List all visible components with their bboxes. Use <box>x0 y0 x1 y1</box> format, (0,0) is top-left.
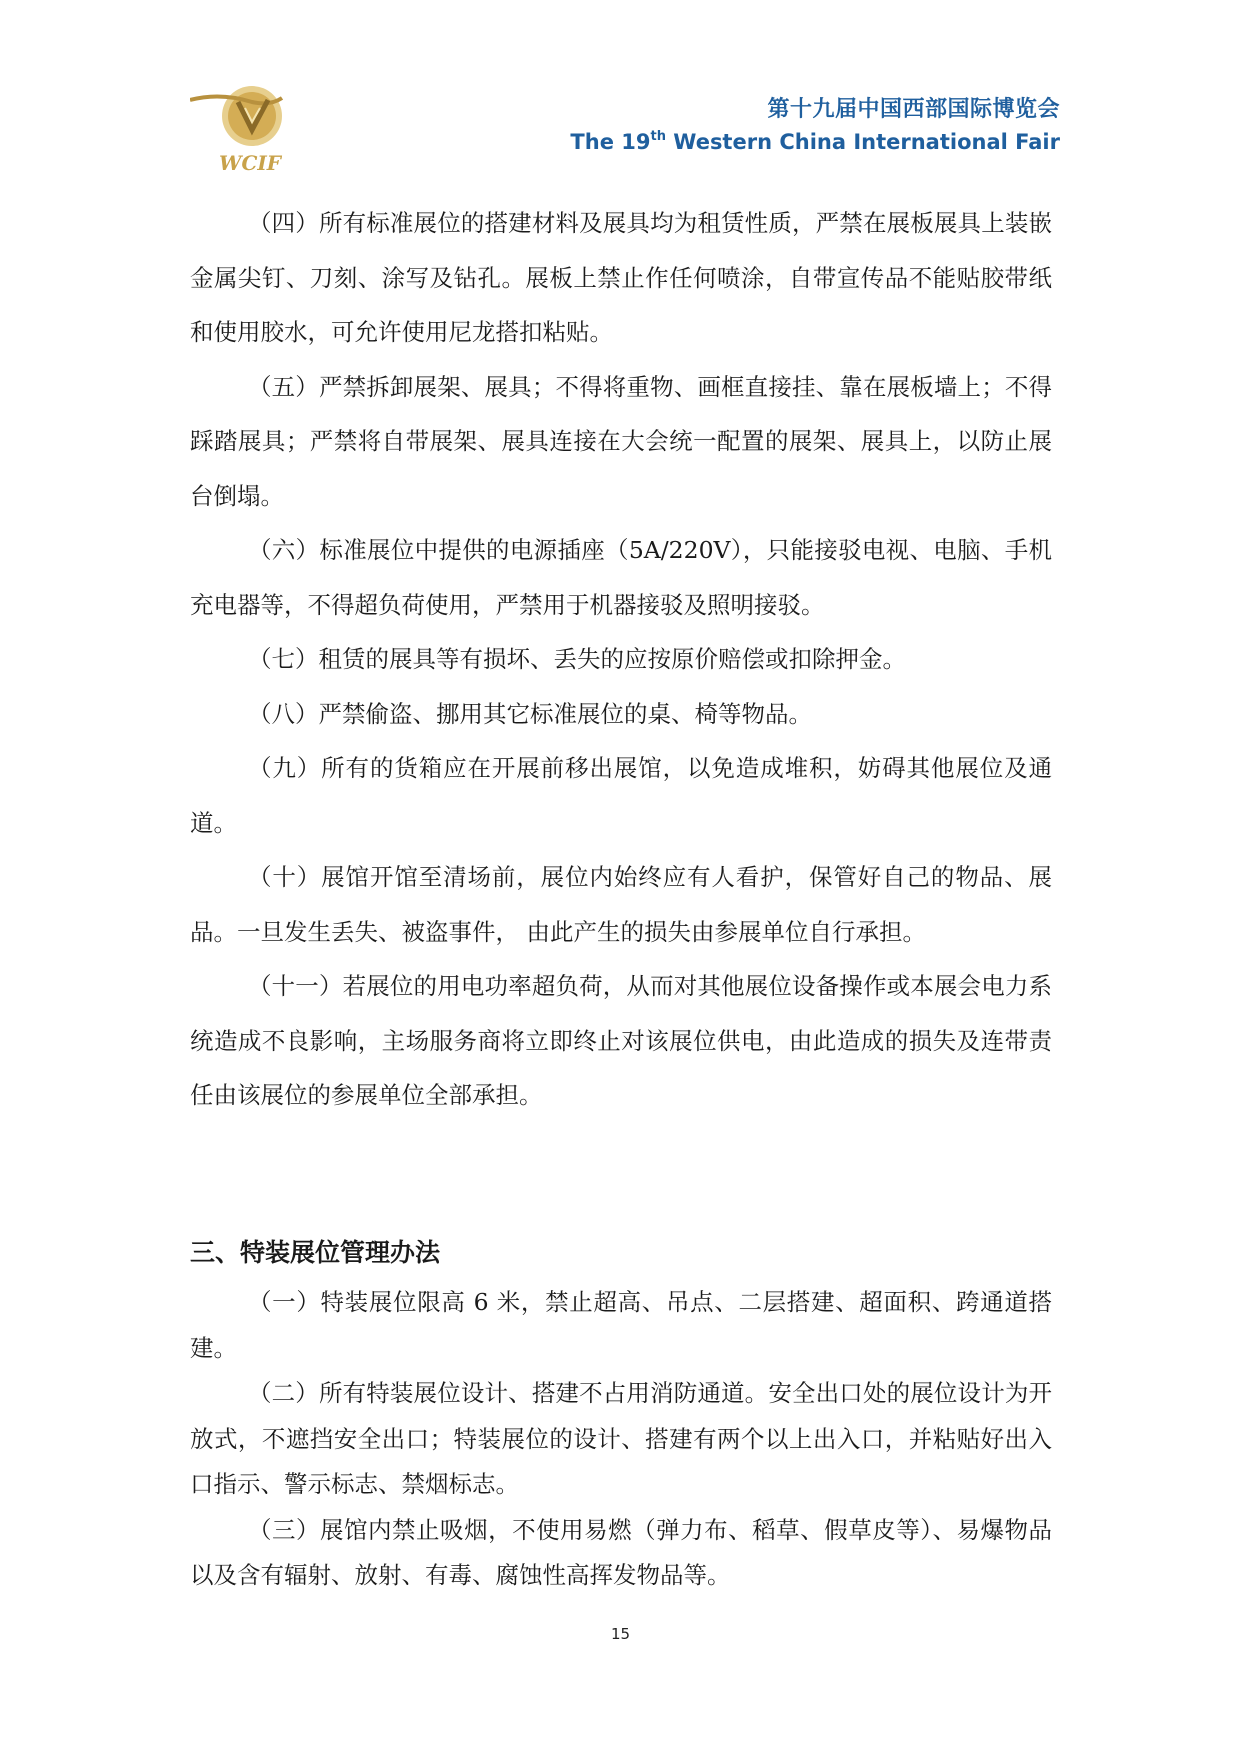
rule-paragraph: （二）所有特装展位设计、搭建不占用消防通道。安全出口处的展位设计为开放式，不遮挡安全出口；特装展位的设计、搭建有两个以上出入口，并粘贴好出入口指示、警示标志、禁烟标志。 <box>190 1379 1052 1498</box>
rule-paragraph: （一）特装展位限高 6 米，禁止超高、吊点、二层搭建、超面积、跨通道搭建。 <box>190 1288 1052 1362</box>
rule-paragraph: （七）租赁的展具等有损坏、丢失的应按原价赔偿或扣除押金。 <box>248 645 906 673</box>
rule-paragraph: （四）所有标准展位的搭建材料及展具均为租赁性质，严禁在展板展具上装嵌金属尖钉、刀刻、涂写及钻孔。展板上禁止作任何喷涂，自带宣传品不能贴胶带纸和使用胶水，可允许使用尼龙搭扣粘贴。 <box>190 209 1052 346</box>
fair-title-cn: 第十九届中国西部国际博览会 <box>767 97 1060 122</box>
rule-paragraph: （三）展馆内禁止吸烟，不使用易燃（弹力布、稻草、假草皮等）、易爆物品以及含有辐射、放射、有毒、腐蚀性高挥发物品等。 <box>190 1515 1052 1589</box>
rule-paragraph: （九）所有的货箱应在开展前移出展馆，以免造成堆积，妨碍其他展位及通道。 <box>190 754 1052 837</box>
special-booth-rules <box>190 1280 1052 1599</box>
page-header <box>0 0 1241 180</box>
svg-text:WCIF: WCIF <box>219 151 281 175</box>
rule-paragraph: （十）展馆开馆至清场前，展位内始终应有人看护，保管好自己的物品、展品。一旦发生丢失、被盗事件， 由此产生的损失由参展单位自行承担。 <box>190 863 1052 946</box>
wcif-logo-icon <box>190 78 310 178</box>
rule-paragraph: （十一）若展位的用电功率超负荷，从而对其他展位设备操作或本展会电力系统造成不良影响，主场服务商将立即终止对该展位供电，由此造成的损失及连带责任由该展位的参展单位全部承担。 <box>190 972 1052 1109</box>
rule-paragraph: （六）标准展位中提供的电源插座（5A/220V），只能接驳电视、电脑、手机充电器等，不得超负荷使用，严禁用于机器接驳及照明接驳。 <box>190 536 1052 619</box>
fair-title-en: The 19th Western China International Fair <box>570 129 1060 154</box>
section-heading: 三、特装展位管理办法 <box>190 1238 441 1267</box>
rule-paragraph: （五）严禁拆卸展架、展具；不得将重物、画框直接挂、靠在展板墙上；不得踩踏展具；严禁将自带展架、展具连接在大会统一配置的展架、展具上，以防止展台倒塌。 <box>190 372 1052 510</box>
page-number: 15 <box>610 1625 631 1643</box>
rules-list <box>190 196 1052 1123</box>
rule-paragraph: （八）严禁偷盗、挪用其它标准展位的桌、椅等物品。 <box>248 699 812 728</box>
